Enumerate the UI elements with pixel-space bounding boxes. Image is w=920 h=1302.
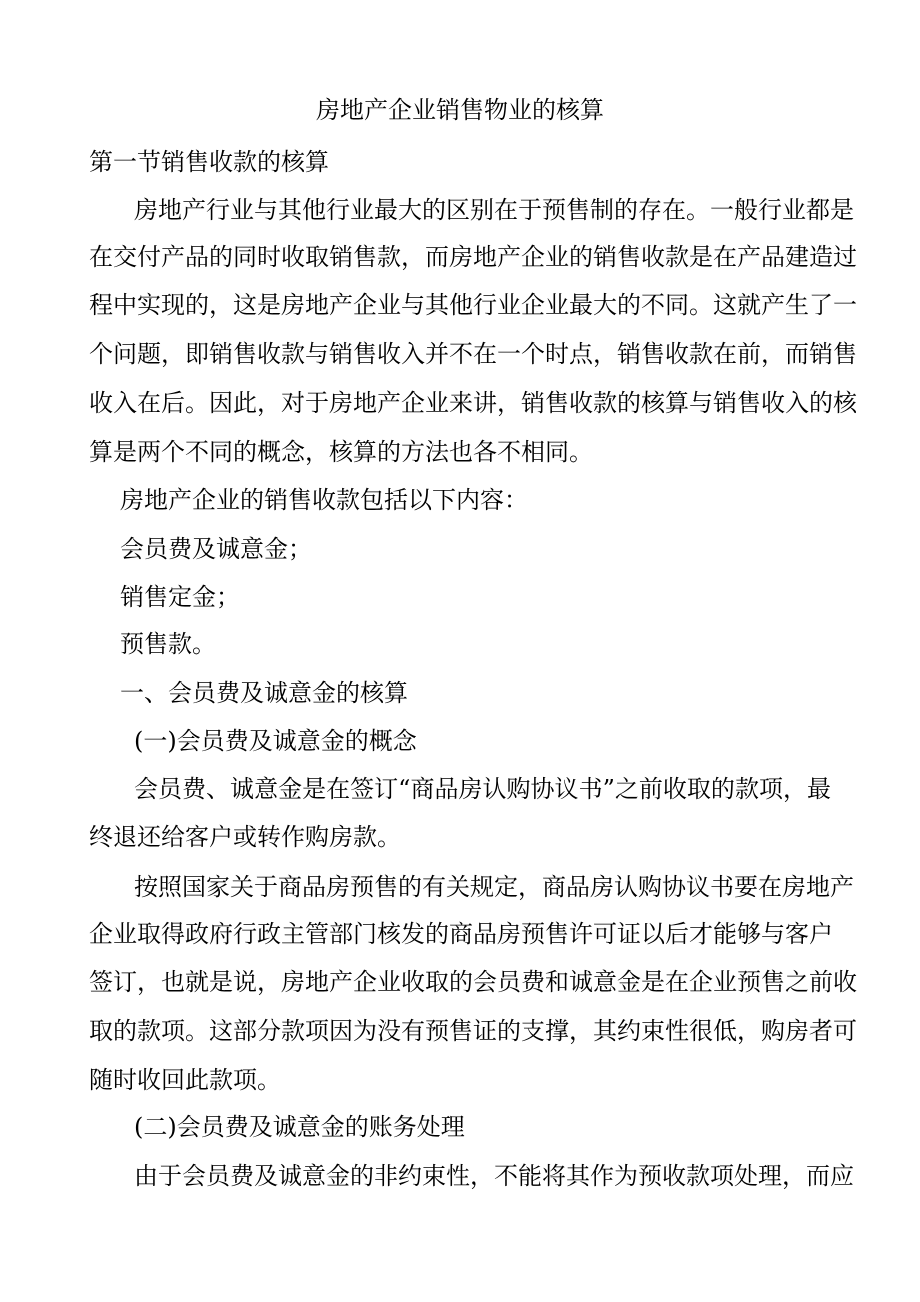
paragraph-1-line-4: 个问题，即销售收款与销售收入并不在一个时点，销售收款在前，而销售 [89,340,857,368]
section-heading: 第一节销售收款的核算 [89,148,329,176]
document-title: 房地产企业销售物业的核算 [316,96,604,124]
paragraph-2-line-1: 房地产企业的销售收款包括以下内容： [120,486,528,514]
subheading-1: 一、会员费及诚意金的核算 [120,679,408,707]
list-item-membership-fee: 会员费及诚意金； [120,535,312,563]
paragraph-1-line-2: 在交付产品的同时收取销售款，而房地产企业的销售收款是在产品建造过 [89,243,857,271]
paragraph-regulation-line-1: 按照国家关于商品房预售的有关规定，商品房认购协议书要在房地产 [134,873,854,901]
paragraph-1-line-3: 程中实现的，这是房地产企业与其他行业企业最大的不同。这就产生了一 [89,291,857,319]
paragraph-regulation-line-4: 取的款项。这部分款项因为没有预售证的支撑，其约束性很低，购房者可 [89,1017,857,1045]
paragraph-accounting-line-1: 由于会员费及诚意金的非约束性，不能将其作为预收款项处理，而应 [134,1162,854,1190]
subheading-1-2: (二)会员费及诚意金的账务处理 [134,1113,465,1141]
list-item-deposit: 销售定金； [120,583,240,611]
subheading-1-1: (一)会员费及诚意金的概念 [134,727,417,755]
paragraph-1-line-1: 房地产行业与其他行业最大的区别在于预售制的存在。一般行业都是 [134,196,854,224]
paragraph-concept-line-2: 终退还给客户或转作购房款。 [89,823,401,851]
paragraph-regulation-line-2: 企业取得政府行政主管部门核发的商品房预售许可证以后才能够与客户 [89,920,833,948]
paragraph-1-line-6: 算是两个不同的概念，核算的方法也各不相同。 [89,438,593,466]
paragraph-1-line-5: 收入在后。因此，对于房地产企业来讲，销售收款的核算与销售收入的核 [89,389,857,417]
paragraph-regulation-line-3: 签订，也就是说，房地产企业收取的会员费和诚意金是在企业预售之前收 [89,968,857,996]
paragraph-regulation-line-5: 随时收回此款项。 [89,1066,281,1094]
list-item-presale-payment: 预售款。 [120,630,216,658]
paragraph-concept-line-1: 会员费、诚意金是在签订“商品房认购协议书”之前收取的款项，最 [134,775,831,803]
